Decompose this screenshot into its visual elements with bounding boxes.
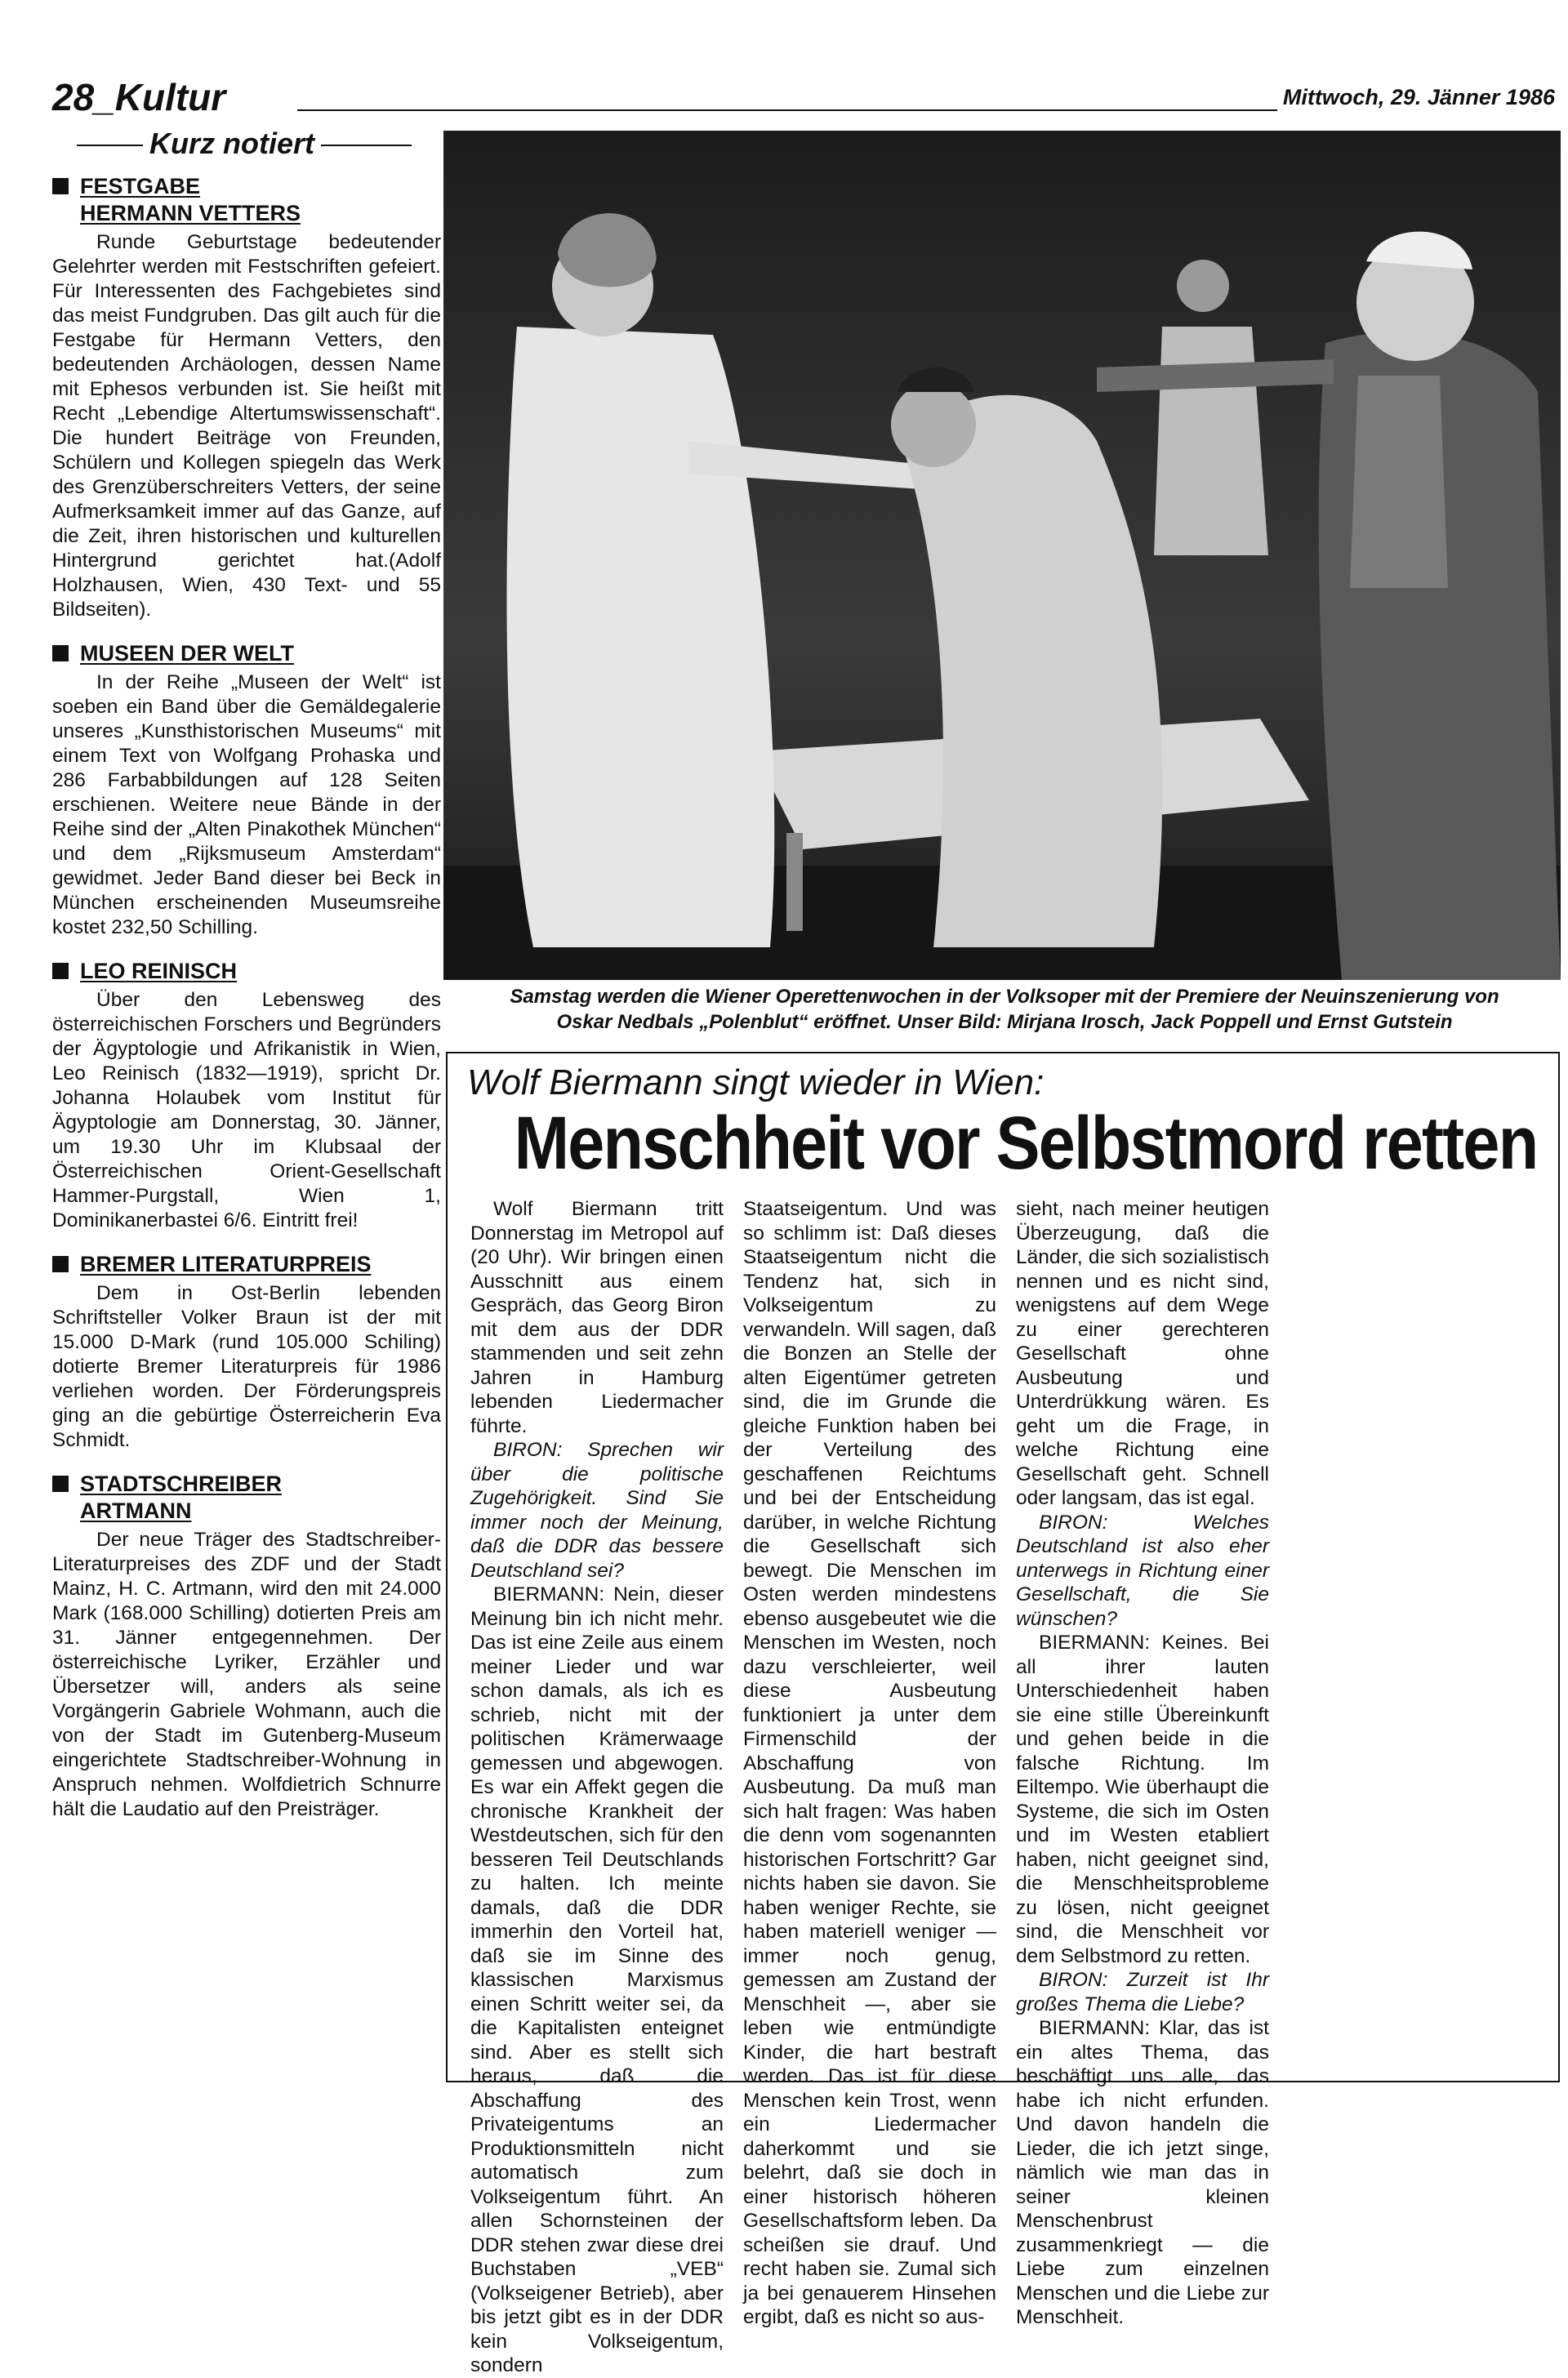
interview-question: BIRON: Welches Deutschland ist also eher unterwegs in Richtung einer Gesellschaft, die Sie wünschen? <box>1016 1511 1269 1630</box>
brief-heading <box>52 1251 441 1278</box>
article-columns <box>470 1197 1542 2378</box>
brief-title <box>80 1471 282 1525</box>
page-section-title: 28_Kultur <box>52 76 226 118</box>
bullet-square-icon <box>52 1256 69 1272</box>
article-column <box>470 1197 724 2378</box>
photo-caption-line: Oskar Nedbals „Polenblut“ eröffnet. Unser Bild: Mirjana Irosch, Jack Poppell und Ernst Gutstein <box>556 1011 1453 1033</box>
rubric-heading <box>52 122 412 165</box>
brief-item <box>52 640 441 940</box>
article-paragraph: BIERMANN: Klar, das ist ein altes Thema, das beschäftigt uns alle, das habe ich nicht erfunden. Und davon handeln die Lieder, die ich jetzt singe, nämlich wie man das in seiner kleinen Menschenbrust zusammenkriegt — die Liebe zum einzelnen Menschen und die Liebe zur Menschheit. <box>1016 2017 1269 2328</box>
interview-article <box>446 1052 1560 2376</box>
brief-title: BREMER LITERATURPREIS <box>80 1252 372 1276</box>
page-header <box>52 72 1555 122</box>
article-column <box>1016 1197 1269 2378</box>
article-paragraph: Wolf Biermann tritt Donnerstag im Metropol auf (20 Uhr). Wir bringen einen Ausschnitt aus einem Gespräch, das Georg Biron mit dem aus der DDR stammenden und seit zehn Jahren in Hamburg lebenden Liedermacher führte. <box>470 1198 724 1437</box>
bullet-square-icon <box>52 178 69 194</box>
brief-title: LEO REINISCH <box>80 959 238 983</box>
brief-body: Der neue Träger des Stadtschreiber-Literaturpreises des ZDF und der Stadt Mainz, H. C. Artmann, wird den mit 24.000 Mark (168.000 Schilling) dotierten Preis am 31. Jänner entgegennehmen. Der österreichische Lyriker, Erzähler und Übersetzer will, anders als seine Vorgängerin Gabriele Wohmann, auch die von der Stadt im Gutenberg-Museum eingerichtete Stadtschreiber-Wohnung in Anspruch nehmen. Wolfdietrich Schnurre hält die Laudatio auf den Preisträger. <box>52 1529 441 1820</box>
brief-item <box>52 958 441 1233</box>
stage-photo-illustration <box>443 131 1561 980</box>
brief-title-line: FESTGABE <box>80 174 201 198</box>
brief-heading <box>52 640 441 667</box>
brief-item <box>52 1471 441 1822</box>
brief-body: Über den Lebensweg des österreichischen Forschers und Begründers der Ägyptologie und Afrikanistik in Wien, Leo Reinisch (1832—1919), spricht Dr. Johanna Holaubek vom Institut für Ägyptologie am Donnerstag, 30. Jänner, um 19.30 Uhr im Klubsaal der Österreichischen Orient-Gesellschaft Hammer-Purgstall, Wien 1, Dominikanerbastei 6/6. Eintritt frei! <box>52 989 441 1231</box>
bullet-square-icon <box>52 1476 69 1492</box>
briefs-column <box>52 173 441 1840</box>
article-paragraph: BIERMANN: Keines. Bei all ihrer lauten Unterschiedenheit haben sie eine stille Übereinkunft und gehen beide in die falsche Richtung. Im Eiltempo. Wie überhaupt die Systeme, die sich im Osten und im Westen etabliert haben, nicht geeignet sind, die Menschheitsprobleme zu lösen, nicht geeignet sind, die Menschheit vor dem Selbstmord zu retten. <box>1016 1632 1269 1967</box>
interview-question: BIRON: Sprechen wir über die politische Zugehörigkeit. Sind Sie immer noch der Meinung, daß die DDR das bessere Deutschland sei? <box>470 1439 724 1582</box>
brief-body: In der Reihe „Museen der Welt“ ist soeben ein Band über die Gemäldegalerie unseres „Kunsthistorischen Museums“ mit einem Text von Wolfgang Prohaska und 286 Farbabbildungen auf 128 Seiten erschienen. Weitere neue Bände in der Reihe sind der „Alten Pinakothek München“ und dem „Rijksmuseum Amsterdam“ gewidmet. Jeder Band dieser bei Beck in München erscheinenden Museumsreihe kostet 232,50 Schilling. <box>52 671 441 938</box>
stage-photo <box>443 131 1561 980</box>
article-column <box>743 1197 996 2378</box>
interview-question: BIRON: Zurzeit ist Ihr großes Thema die Liebe? <box>1016 1969 1269 2015</box>
brief-title-line: HERMANN VETTERS <box>80 201 301 225</box>
brief-heading <box>52 173 441 227</box>
article-paragraph: sieht, nach meiner heutigen Überzeugung, daß die Länder, die sich sozialistisch nennen und es nicht sind, wenigstens auf dem Wege zu einer gerechteren Gesellschaft ohne Ausbeutung und Unterdrükkung wären. Es geht um die Frage, in welche Richtung eine Gesellschaft geht. Schnell oder langsam, das ist egal. <box>1016 1198 1269 1509</box>
rubric-label: Kurz notiert <box>143 122 321 165</box>
brief-heading <box>52 1471 441 1525</box>
article-kicker: Wolf Biermann singt wieder in Wien: <box>467 1062 1045 1102</box>
bullet-square-icon <box>52 963 69 979</box>
page-date: Mittwoch, 29. Jänner 1986 <box>1282 85 1555 109</box>
brief-item <box>52 173 441 622</box>
photo-caption <box>449 984 1560 1035</box>
brief-body: Runde Geburtstage bedeutender Gelehrter werden mit Festschriften gefeiert. Für Interessenten des Fachgebietes sind das meist Fundgruben. Das gilt auch für die Festgabe für Hermann Vetters, den bedeutenden Archäologen, dessen Name mit Ephesos verbunden ist. Sie heißt mit Recht „Lebendige Altertumswissenschaft“. Die hundert Beiträge von Freunden, Schülern und Kollegen spiegeln das Werk des Grenzüberschreiters Vetters, der seine Aufmerksamkeit immer auf das Ganze, auf die Zeit, ihren historischen und kulturellen Hintergrund gerichtet hat.(Adolf Holzhausen, Wien, 430 Text- und 55 Bildseiten). <box>52 231 441 621</box>
article-paragraph: BIERMANN: Nein, dieser Meinung bin ich nicht mehr. Das ist eine Zeile aus einem meiner Lieder und war schon damals, als ich es schrieb, nicht mit der politischen Krämerwaage gemessen und abgewogen. Es war ein Affekt gegen die chronische Krankheit der Westdeutschen, sich für den besseren Teil Deutschlands zu halten. Ich meinte damals, daß die DDR immerhin den Vorteil hat, daß sie im Sinne des klassischen Marxismus einen Schritt weiter sei, da die Kapitalisten enteignet sind. Aber es stellt sich heraus, daß die Abschaffung des Privateigentums an Produktionsmitteln nicht automatisch zum Volkseigentum führt. An allen Schornsteinen der DDR stehen zwar diese drei Buchstaben „VEB“ (Volkseigener Betrieb), aber bis jetzt gibt es in der DDR kein Volkseigentum, sondern <box>470 1583 724 2376</box>
brief-title-line: ARTMANN <box>80 1498 192 1523</box>
photo-caption-line: Samstag werden die Wiener Operettenwochen in der Volksoper mit der Premiere der Neuinszenierung von <box>510 986 1499 1008</box>
article-paragraph: Staatseigentum. Und was so schlimm ist: Daß dieses Staatseigentum nicht die Tendenz hat, sich in Volkseigentum zu verwandeln. Will sagen, daß die Bonzen an Stelle der alten Eigentümer getreten sind, die im Grunde die gleiche Funktion haben bei der Verteilung des geschaffenen Reichtums und bei der Entscheidung darüber, in welche Richtung die Gesellschaft sich bewegt. Die Menschen im Osten werden mindestens ebenso ausgebeutet wie die Menschen im Westen, noch dazu verschleierter, weil diese Ausbeutung funktioniert ja unter dem Firmenschild der Abschaffung von Ausbeutung. Da muß man sich halt fragen: Was haben die denn vom sogenannten historischen Fortschritt? Gar nichts haben sie davon. Sie haben weniger Rechte, sie haben materiell weniger — immer noch genug, gemessen am Zustand der Menschheit —, aber sie leben wie entmündigte Kinder, die hart bestraft werden. Das ist für diese Menschen kein Trost, wenn ein Liedermacher daherkommt und sie belehrt, daß sie doch in einer historisch höheren Gesellschaftsform leben. Da scheißen sie drauf. Und recht haben sie. Zumal sich ja bei genauerem Hinsehen ergibt, daß es nicht so aus- <box>743 1198 996 2328</box>
article-headline: Menschheit vor Selbstmord retten <box>514 1102 1538 1185</box>
brief-item <box>52 1251 441 1453</box>
brief-title <box>80 173 301 227</box>
brief-heading <box>52 958 441 985</box>
bullet-square-icon <box>52 645 69 661</box>
brief-body: Dem in Ost-Berlin lebenden Schriftsteller Volker Braun ist der mit 15.000 D-Mark (rund 105.000 Schiling) dotierte Bremer Literaturpreis für 1986 verliehen worden. Der Förderungspreis ging an die gebürtige Österreicherin Eva Schmidt. <box>52 1282 441 1451</box>
brief-title-line: STADTSCHREIBER <box>80 1472 283 1496</box>
brief-title: MUSEEN DER WELT <box>80 641 294 666</box>
header-rule <box>297 109 1277 111</box>
